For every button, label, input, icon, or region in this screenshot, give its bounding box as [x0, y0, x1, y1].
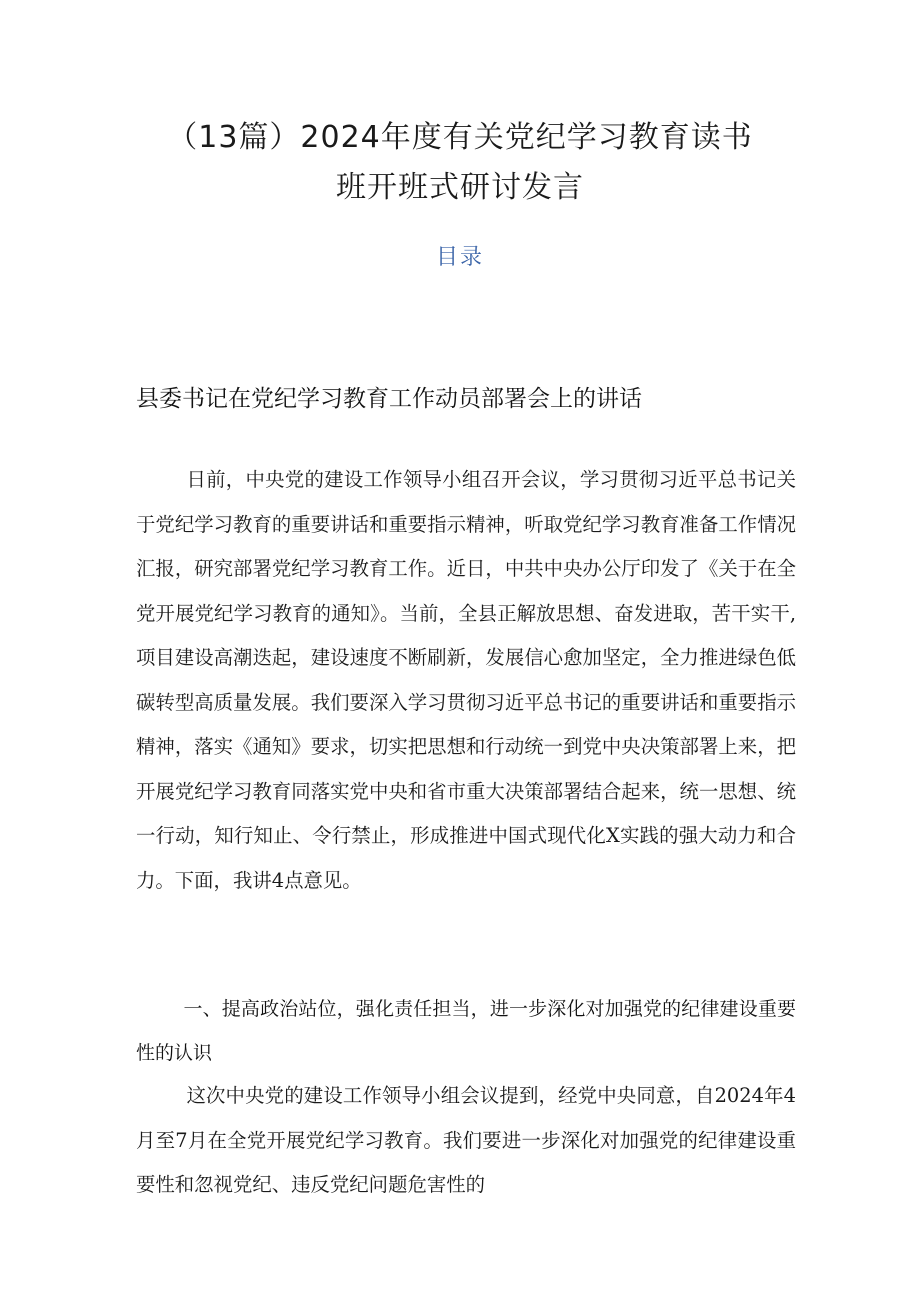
table-of-contents-heading[interactable]: 目录 — [435, 245, 484, 270]
document-title-line-1: （13篇）2024年度有关党纪学习教育读书 — [167, 120, 753, 155]
body-paragraph: 这次中央党的建设工作领导小组会议提到，经党中央同意，自2024年4月至7月在全党开展党纪学习教育。我们要进一步深化对加强党的纪律建设重要性和忽视党纪、违反党纪问题危害性的 — [136, 1084, 796, 1196]
section-title: 县委书记在党纪学习教育工作动员部署会上的讲话 — [136, 386, 642, 412]
sub-heading: 一、提高政治站位，强化责任担当，进一步深化对加强党的纪律建设重要性的认识 — [136, 998, 796, 1064]
body-paragraph: 日前，中央党的建设工作领导小组召开会议，学习贯彻习近平总书记关于党纪学习教育的重要讲话和重要指示精神，听取党纪学习教育准备工作情况汇报，研究部署党纪学习教育工作。近日，中共中央办公厅印发了《关于在全党开展党纪学习教育的通知》。当前，全县正解放思想、奋发进取，苦干实干,项目建设高潮迭起，建设速度不断刷新，发展信心愈加坚定，全力推进绿色低碳转型高质量发展。我们要深入学习贯彻习近平总书记的重要讲话和重要指示精神，落实《通知》要求，切实把思想和行动统一到党中央决策部署上来，把开展党纪学习教育同落实党中央和省市重大决策部署结合起来，统一思想、统一行动，知行知止、令行禁止，形成推进中国式现代化X实践的强大动力和合力。下面，我讲4点意见。 — [136, 468, 796, 892]
document-title-line-2: 班开班式研讨发言 — [336, 170, 584, 205]
